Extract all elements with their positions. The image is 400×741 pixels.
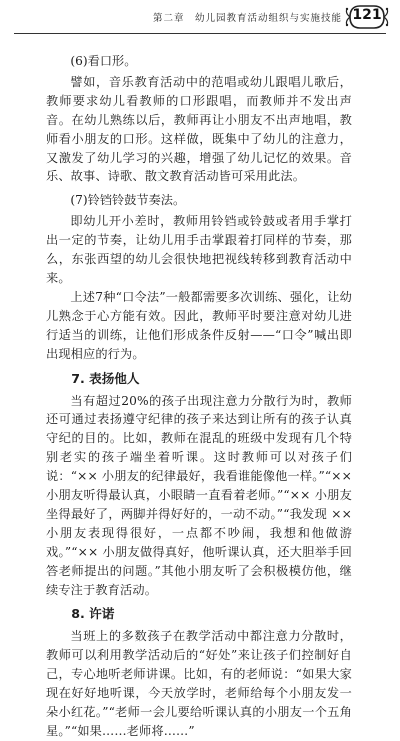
page-number-badge xyxy=(344,2,390,32)
page-number: 121 xyxy=(352,7,382,23)
page-header xyxy=(0,0,400,44)
header-rule xyxy=(14,33,386,34)
paragraph-3: 上述7种“口令法”一般都需要多次训练、强化，让幼儿熟念于心方能有效。因此，教师平时要注意对幼儿进行适当的训练，让他们形成条件反射——“口令”喊出即出现相应的行为。 xyxy=(46,289,352,361)
running-title: 第二章 幼儿园教育活动组织与实施技能 xyxy=(152,13,342,24)
section-heading-7: 7. 表扬他人 xyxy=(71,370,140,386)
paragraph-1: 譬如，音乐教育活动中的范唱或幼儿跟唱儿歌后，教师要求幼儿看教师的口形跟唱，而教师并不发出声音。在幼儿熟练以后，教师再让小朋友不出声地唱，教师看小朋友的口形。这样做，既集中了幼儿的注意力，又激发了幼儿学习的兴趣，增强了幼儿记忆的效果。音乐、故事、诗歌、散文教育活动皆可采用此法。 xyxy=(46,74,352,184)
paragraph-2: 即幼儿开小差时，教师用铃铛或铃鼓或者用手掌打出一定的节奏，让幼儿用手击掌跟着打同样的节奏，那么，东张西望的幼儿会很快地把视线转移到教育活动中来。 xyxy=(46,214,352,285)
paragraph-4: 当有超过20%的孩子出现注意力分散行为时，教师还可通过表扬遵守纪律的孩子来达到让所有的孩子认真守纪的目的。比如，教师在混乱的班级中发现有几个特别老实的孩子端坐着听课。这时教师可以对孩子们说：“×× 小朋友的纪律最好，我看谁能像他一样。”“×× 小朋友听得最认真，小眼睛一直看着老师。”“×× 小朋友坐得最好了，两脚并得好好的，一动不动。”“我发现 ×× 小朋友表现得很好，一点都不吵闹，我想和他做游戏。”“×× 小朋友做得真好，他听课认真，还大胆举手回答老师提出的问题。”其他小朋友听了会积极模仿他，继续专注于教育活动。 xyxy=(46,393,352,597)
subsection-title-7: (7)铃铛铃鼓节奏法。 xyxy=(70,193,186,208)
section-heading-8: 8. 许诺 xyxy=(71,606,115,622)
page-body xyxy=(46,52,352,741)
paragraph-5: 当班上的多数孩子在教学活动中都注意力分散时，教师可以利用教学活动后的“好处”来让孩子们控制好自己，专心地听老师讲课。比如，有的老师说：“如果大家现在好好地听课，今天放学时，老师给每个小朋友发一朵小红花。”“老师一会儿要给听课认真的小朋友一个五角星。”“如果……老师将……” xyxy=(46,629,352,738)
subsection-title-6: (6)看口形。 xyxy=(70,54,137,68)
